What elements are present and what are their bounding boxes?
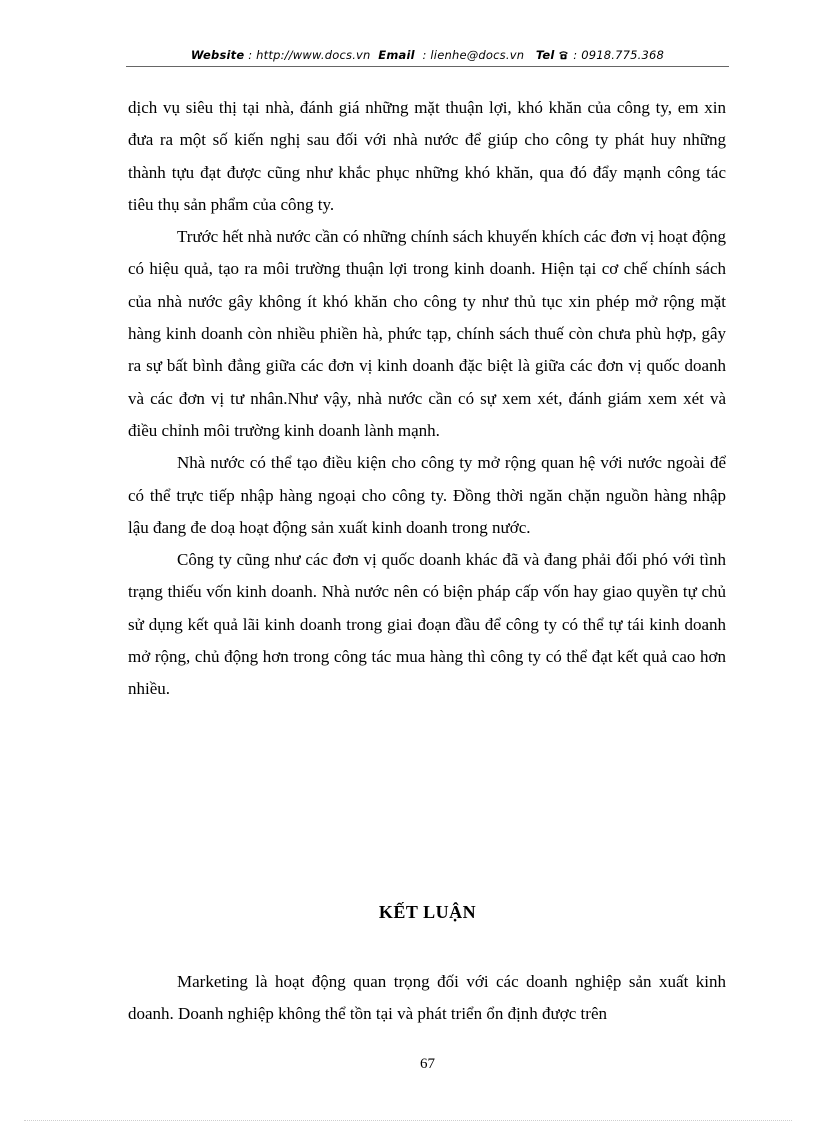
paragraph-3: Nhà nước có thể tạo điều kiện cho công ty mở rộng quan hệ với nước ngoài để có thể trực tiếp nhập hàng ngoại cho công ty. Đồng thời ngăn chặn nguồn hàng nhập lậu đang đe doạ hoạt động sản xuất kinh doanh trong nước. — [128, 453, 726, 537]
conclusion-text — [128, 966, 726, 1031]
page-bottom-border — [24, 1120, 792, 1121]
conclusion-heading: KẾT LUẬN — [378, 902, 477, 922]
tel-value: 0918.775.368 — [581, 48, 665, 62]
page-number: 67 — [420, 1056, 435, 1072]
email-value[interactable]: lienhe@docs.vn — [430, 48, 525, 62]
phone-icon — [558, 48, 569, 62]
body-text — [128, 92, 726, 706]
paragraph-4: Công ty cũng như các đơn vị quốc doanh khác đã và đang phải đối phó với tình trạng thiếu vốn kinh doanh. Nhà nước nên có biện pháp cấp vốn hay giao quyền tự chủ sử dụng kết quả lãi kinh doanh trong giai đoạn đầu để công ty có thể tự tái kinh doanh mở rộng, chủ động hơn trong công tác mua hàng thì công ty có thể đạt kết quả cao hơn nhiều. — [128, 550, 726, 699]
header-divider — [126, 66, 729, 67]
paragraph-1: dịch vụ siêu thị tại nhà, đánh giá những mặt thuận lợi, khó khăn của công ty, em xin đưa ra một số kiến nghị sau đối với nhà nước để giúp cho công ty phát huy những thành tựu đạt được cũng như khắc phục những khó khăn, qua đó đẩy mạnh công tác tiêu thụ sản phẩm của công ty. — [128, 98, 726, 214]
paragraph-2: Trước hết nhà nước cần có những chính sách khuyến khích các đơn vị hoạt động có hiệu quả, tạo ra môi trường thuận lợi trong kinh doanh. Hiện tại cơ chế chính sách của nhà nước gây không ít khó khăn cho công ty như thủ tục xin phép mở rộng mặt hàng kinh doanh còn nhiều phiền hà, phức tạp, chính sách thuế còn chưa phù hợp, gây ra sự bất bình đẳng giữa các đơn vị kinh doanh đặc biệt là giữa các đơn vị quốc doanh và các đơn vị tư nhân.Như vậy, nhà nước cần có sự xem xét, đánh giám xem xét và điều chỉnh môi trường kinh doanh lành mạnh. — [128, 227, 726, 440]
website-label: Website — [190, 48, 245, 62]
page-header: Website : http://www.docs.vn Email : lienhe@docs.vn Tel : 0918.775.368 — [190, 48, 665, 62]
conclusion-paragraph: Marketing là hoạt động quan trọng đối với các doanh nghiệp sản xuất kinh doanh. Doanh nghiệp không thể tồn tại và phát triển ổn định được trên — [128, 972, 726, 1024]
tel-label: Tel — [535, 48, 555, 62]
website-url[interactable]: http://www.docs.vn — [256, 48, 371, 62]
email-label: Email — [378, 48, 415, 62]
